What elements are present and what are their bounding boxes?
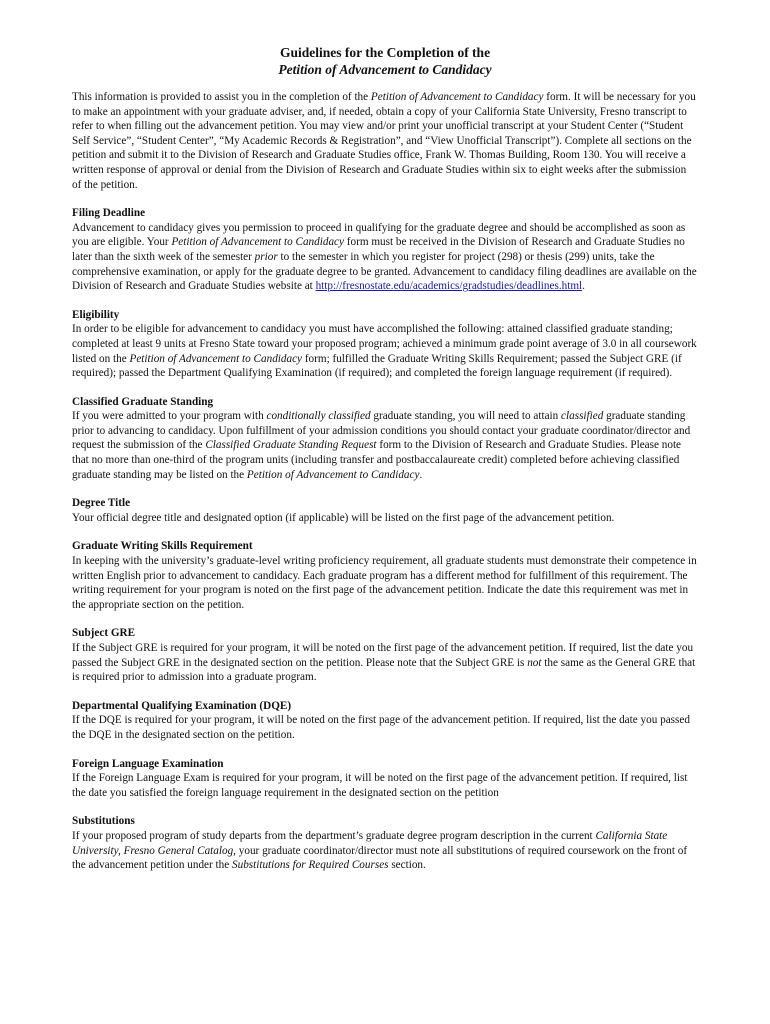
- substitutions-heading: Substitutions: [72, 815, 135, 828]
- filing-emphasis: prior: [254, 250, 278, 263]
- document-title: Guidelines for the Completion of the: [279, 45, 491, 60]
- degree-title-heading: Degree Title: [72, 497, 131, 510]
- classified-form-name: Petition of Advancement to Candidacy: [246, 468, 420, 481]
- document-page: [72, 44, 698, 887]
- filing-text: to the semester in which you register for project (298) or thesis (299) units, take the comprehensive examination, or apply for the graduate degree to be granted. Advancement to candidacy filing deadlines are available on the Division of Research and Graduate Studies website at: [72, 250, 697, 293]
- classified-text: form to the Division of Research and Graduate Studies. Please note that no more than one-third of the program units (including transfer and postbaccalaureate credit) completed before achieving classified graduate standing may be listed on the: [72, 439, 682, 481]
- subs-text: , your graduate coordinator/director must note all substitutions of required coursework on the front of the advancement petition under the: [72, 844, 688, 872]
- subs-text: If your proposed program of study departs from the department’s graduate degree program description in the current: [72, 829, 596, 842]
- subs-catalog-name: California State University, Fresno General Catalog: [72, 829, 668, 857]
- classified-form-name: Classified Graduate Standing Request: [205, 439, 377, 452]
- intro-paragraph: [72, 90, 698, 192]
- filing-text: form must be received in the Division of Research and Graduate Studies no later than the sixth week of the semester: [72, 236, 685, 263]
- classified-standing-paragraph: [72, 409, 698, 482]
- dqe-paragraph: If the DQE is required for your program, it will be noted on the first page of the advancement petition. If required, list the date you passed the DQE in the designated section on the petition.: [72, 714, 690, 741]
- intro-text: form. It will be necessary for you to make an appointment with your graduate adviser, and, if needed, obtain a copy of your California State University, Fresno transcript to refer to when filling out the advancement petition. You may view and/or print your unofficial transcript at your Student Center (“Student Self Service”, “Student Center”, “My Academic Records & Registration”, and “View Unofficial Transcript”). Complete all sections on the petition and submit it to the Division of Research and Graduate Studies office, Frank W. Thomas Building, Room 130. You will receive a written response of approval or denial from the Division of Research and Graduate Studies within six to eight weeks after the submission of the petition.: [72, 91, 696, 191]
- subject-gre-heading: Subject GRE: [72, 627, 136, 640]
- gre-text: the same as the General GRE that is required prior to admission into a graduate program.: [72, 656, 696, 684]
- filing-text: .: [582, 280, 585, 293]
- classified-text: .: [419, 468, 423, 481]
- filing-deadline-heading: Filing Deadline: [72, 207, 146, 220]
- classified-text: If you were admitted to your program with: [72, 410, 267, 423]
- classified-text: graduate standing, you will need to attain: [370, 410, 562, 423]
- foreign-language-paragraph: If the Foreign Language Exam is required for your program, it will be noted on the first page of the advancement petition. If required, list the date you satisfied the foreign language requirement in the designated section on the petition: [72, 772, 688, 799]
- degree-title-paragraph: Your official degree title and designated option (if applicable) will be listed on the first page of the advancement petition.: [72, 511, 615, 524]
- substitutions-paragraph: [72, 829, 698, 873]
- document-subtitle: Petition of Advancement to Candidacy: [278, 62, 492, 77]
- writing-skills-paragraph: In keeping with the university’s graduate-level writing proficiency requirement, all graduate students must demonstrate their competence in written English prior to advancement to candidacy. Each graduate program has a different method for fulfillment of this requirement. The writing requirement for your program is noted on the first page of the advancement petition. Indicate the date this requirement was met in the appropriate section on the petition.: [72, 555, 697, 611]
- eligibility-text: In order to be eligible for advancement to candidacy you must have accomplished the following: attained classified graduate standing; completed at least 9 units at Fresno State toward your proposed program; achieved a minimum grade point average of 3.0 in all coursework listed on the: [72, 323, 697, 365]
- deadlines-link[interactable]: http://fresnostate.edu/academics/gradstudies/deadlines.html: [315, 280, 583, 293]
- eligibility-paragraph: [72, 322, 698, 380]
- gre-emphasis: not: [527, 656, 542, 669]
- subs-section-name: Substitutions for Required Courses: [232, 859, 389, 872]
- filing-form-name: Petition of Advancement to Candidacy: [171, 236, 344, 249]
- classified-standing-heading: Classified Graduate Standing: [72, 395, 214, 408]
- filing-text: Advancement to candidacy gives you permission to proceed in qualifying for the graduate degree and should be accomplished as soon as you are eligible. Your: [72, 221, 686, 249]
- writing-skills-heading: Graduate Writing Skills Requirement: [72, 540, 253, 553]
- intro-form-name: Petition of Advancement to Candidacy: [370, 91, 544, 103]
- intro-text: This information is provided to assist you in the completion of the: [72, 91, 371, 103]
- eligibility-heading: Eligibility: [72, 308, 120, 321]
- subject-gre-paragraph: [72, 641, 698, 685]
- foreign-language-heading: Foreign Language Examination: [72, 757, 224, 770]
- classified-text: graduate standing prior to advancing to candidacy. Upon fulfillment of your admission conditions you should contact your graduate coordinator/director and request the submission of the: [72, 410, 691, 452]
- classified-emphasis: classified: [561, 410, 604, 423]
- filing-deadline-paragraph: [72, 221, 698, 294]
- subs-text: section.: [388, 859, 426, 872]
- eligibility-form-name: Petition of Advancement to Candidacy: [129, 352, 303, 365]
- dqe-heading: Departmental Qualifying Examination (DQE): [72, 699, 292, 712]
- gre-text: If the Subject GRE is required for your program, it will be noted on the first page of the advancement petition. If required, list the date you passed the Subject GRE in the designated section on the petition. Please note that the Subject GRE is: [72, 642, 694, 669]
- classified-emphasis: conditionally classified: [266, 410, 371, 423]
- eligibility-text: form; fulfilled the Graduate Writing Skills Requirement; passed the Subject GRE (if required); passed the Department Qualifying Examination (if required); and completed the foreign language requirement (if required).: [72, 352, 682, 380]
